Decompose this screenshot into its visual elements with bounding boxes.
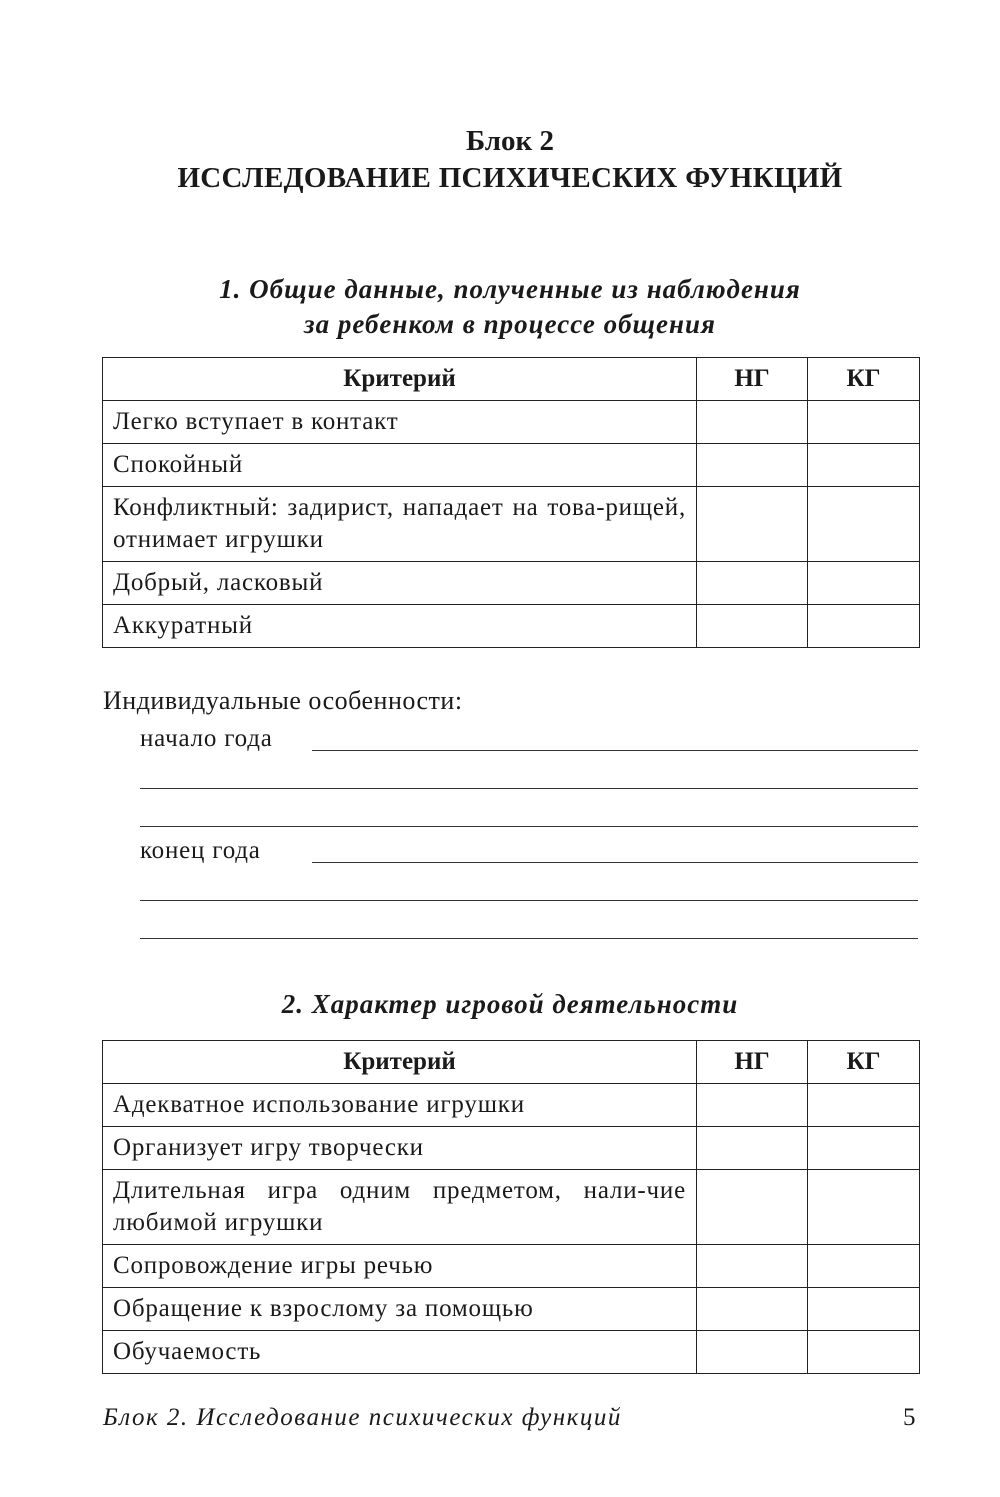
criterion-cell: Конфликтный: задирист, нападает на това-рищей, отнимает игрушки	[103, 487, 697, 562]
block-heading: ИССЛЕДОВАНИЕ ПСИХИЧЕСКИХ ФУНКЦИЙ	[177, 162, 843, 194]
ng-cell[interactable]	[697, 1084, 808, 1127]
kg-cell[interactable]	[808, 1170, 920, 1245]
individual-features-label: Индивидуальные особенности:	[103, 686, 463, 715]
ng-cell[interactable]	[697, 444, 808, 487]
header-kg: КГ	[808, 1041, 920, 1084]
play-activity-table	[102, 1040, 920, 1374]
kg-cell[interactable]	[808, 1245, 920, 1288]
start-of-year-line-3[interactable]	[140, 826, 918, 827]
criterion-cell: Длительная игра одним предметом, нали-чие любимой игрушки	[103, 1170, 697, 1245]
ng-cell[interactable]	[697, 1127, 808, 1170]
end-of-year-line-3[interactable]	[140, 938, 918, 939]
end-of-year-line-1[interactable]	[312, 862, 918, 863]
ng-cell[interactable]	[697, 1288, 808, 1331]
header-criterion: Критерий	[103, 1041, 697, 1084]
kg-cell[interactable]	[808, 487, 920, 562]
kg-cell[interactable]	[808, 401, 920, 444]
table-row	[103, 487, 920, 562]
table-row	[103, 1331, 920, 1374]
start-of-year-line-2[interactable]	[140, 788, 918, 789]
table-header-row	[103, 358, 920, 401]
ng-cell[interactable]	[697, 1170, 808, 1245]
ng-cell[interactable]	[697, 605, 808, 648]
header-criterion: Критерий	[103, 358, 697, 401]
observation-table	[102, 357, 920, 648]
criterion-cell: Адекватное использование игрушки	[103, 1084, 697, 1127]
table-row	[103, 1245, 920, 1288]
ng-cell[interactable]	[697, 487, 808, 562]
ng-cell[interactable]	[697, 562, 808, 605]
section-1-title-line-1: 1. Общие данные, полученные из наблюдения	[219, 274, 801, 304]
page-number: 5	[903, 1404, 916, 1431]
criterion-cell: Добрый, ласковый	[103, 562, 697, 605]
kg-cell[interactable]	[808, 1288, 920, 1331]
kg-cell[interactable]	[808, 1331, 920, 1374]
table-header-row	[103, 1041, 920, 1084]
block-title: Блок 2	[465, 125, 555, 157]
start-of-year-label: начало года	[140, 725, 273, 752]
header-kg: КГ	[808, 358, 920, 401]
start-of-year-line-1[interactable]	[312, 750, 918, 751]
section-1-title-line-2: за ребенком в процессе общения	[304, 309, 716, 339]
ng-cell[interactable]	[697, 401, 808, 444]
header-ng: НГ	[697, 358, 808, 401]
table-row	[103, 562, 920, 605]
criterion-cell: Легко вступает в контакт	[103, 401, 697, 444]
criterion-cell: Сопровождение игры речью	[103, 1245, 697, 1288]
table-row	[103, 444, 920, 487]
header-ng: НГ	[697, 1041, 808, 1084]
criterion-cell: Обращение к взрослому за помощью	[103, 1288, 697, 1331]
table-row	[103, 605, 920, 648]
ng-cell[interactable]	[697, 1245, 808, 1288]
criterion-cell: Спокойный	[103, 444, 697, 487]
end-of-year-label: конец года	[140, 837, 261, 864]
end-of-year-line-2[interactable]	[140, 900, 918, 901]
table-row	[103, 1170, 920, 1245]
criterion-cell: Обучаемость	[103, 1331, 697, 1374]
kg-cell[interactable]	[808, 1127, 920, 1170]
kg-cell[interactable]	[808, 562, 920, 605]
kg-cell[interactable]	[808, 444, 920, 487]
section-1-title	[0, 272, 1000, 342]
table-row	[103, 1127, 920, 1170]
section-2-title: 2. Характер игровой деятельности	[281, 989, 739, 1019]
table-row	[103, 401, 920, 444]
table-row	[103, 1288, 920, 1331]
kg-cell[interactable]	[808, 605, 920, 648]
criterion-cell: Аккуратный	[103, 605, 697, 648]
ng-cell[interactable]	[697, 1331, 808, 1374]
criterion-cell: Организует игру творчески	[103, 1127, 697, 1170]
kg-cell[interactable]	[808, 1084, 920, 1127]
table-row	[103, 1084, 920, 1127]
running-footer-title: Блок 2. Исследование психических функций	[103, 1404, 622, 1431]
